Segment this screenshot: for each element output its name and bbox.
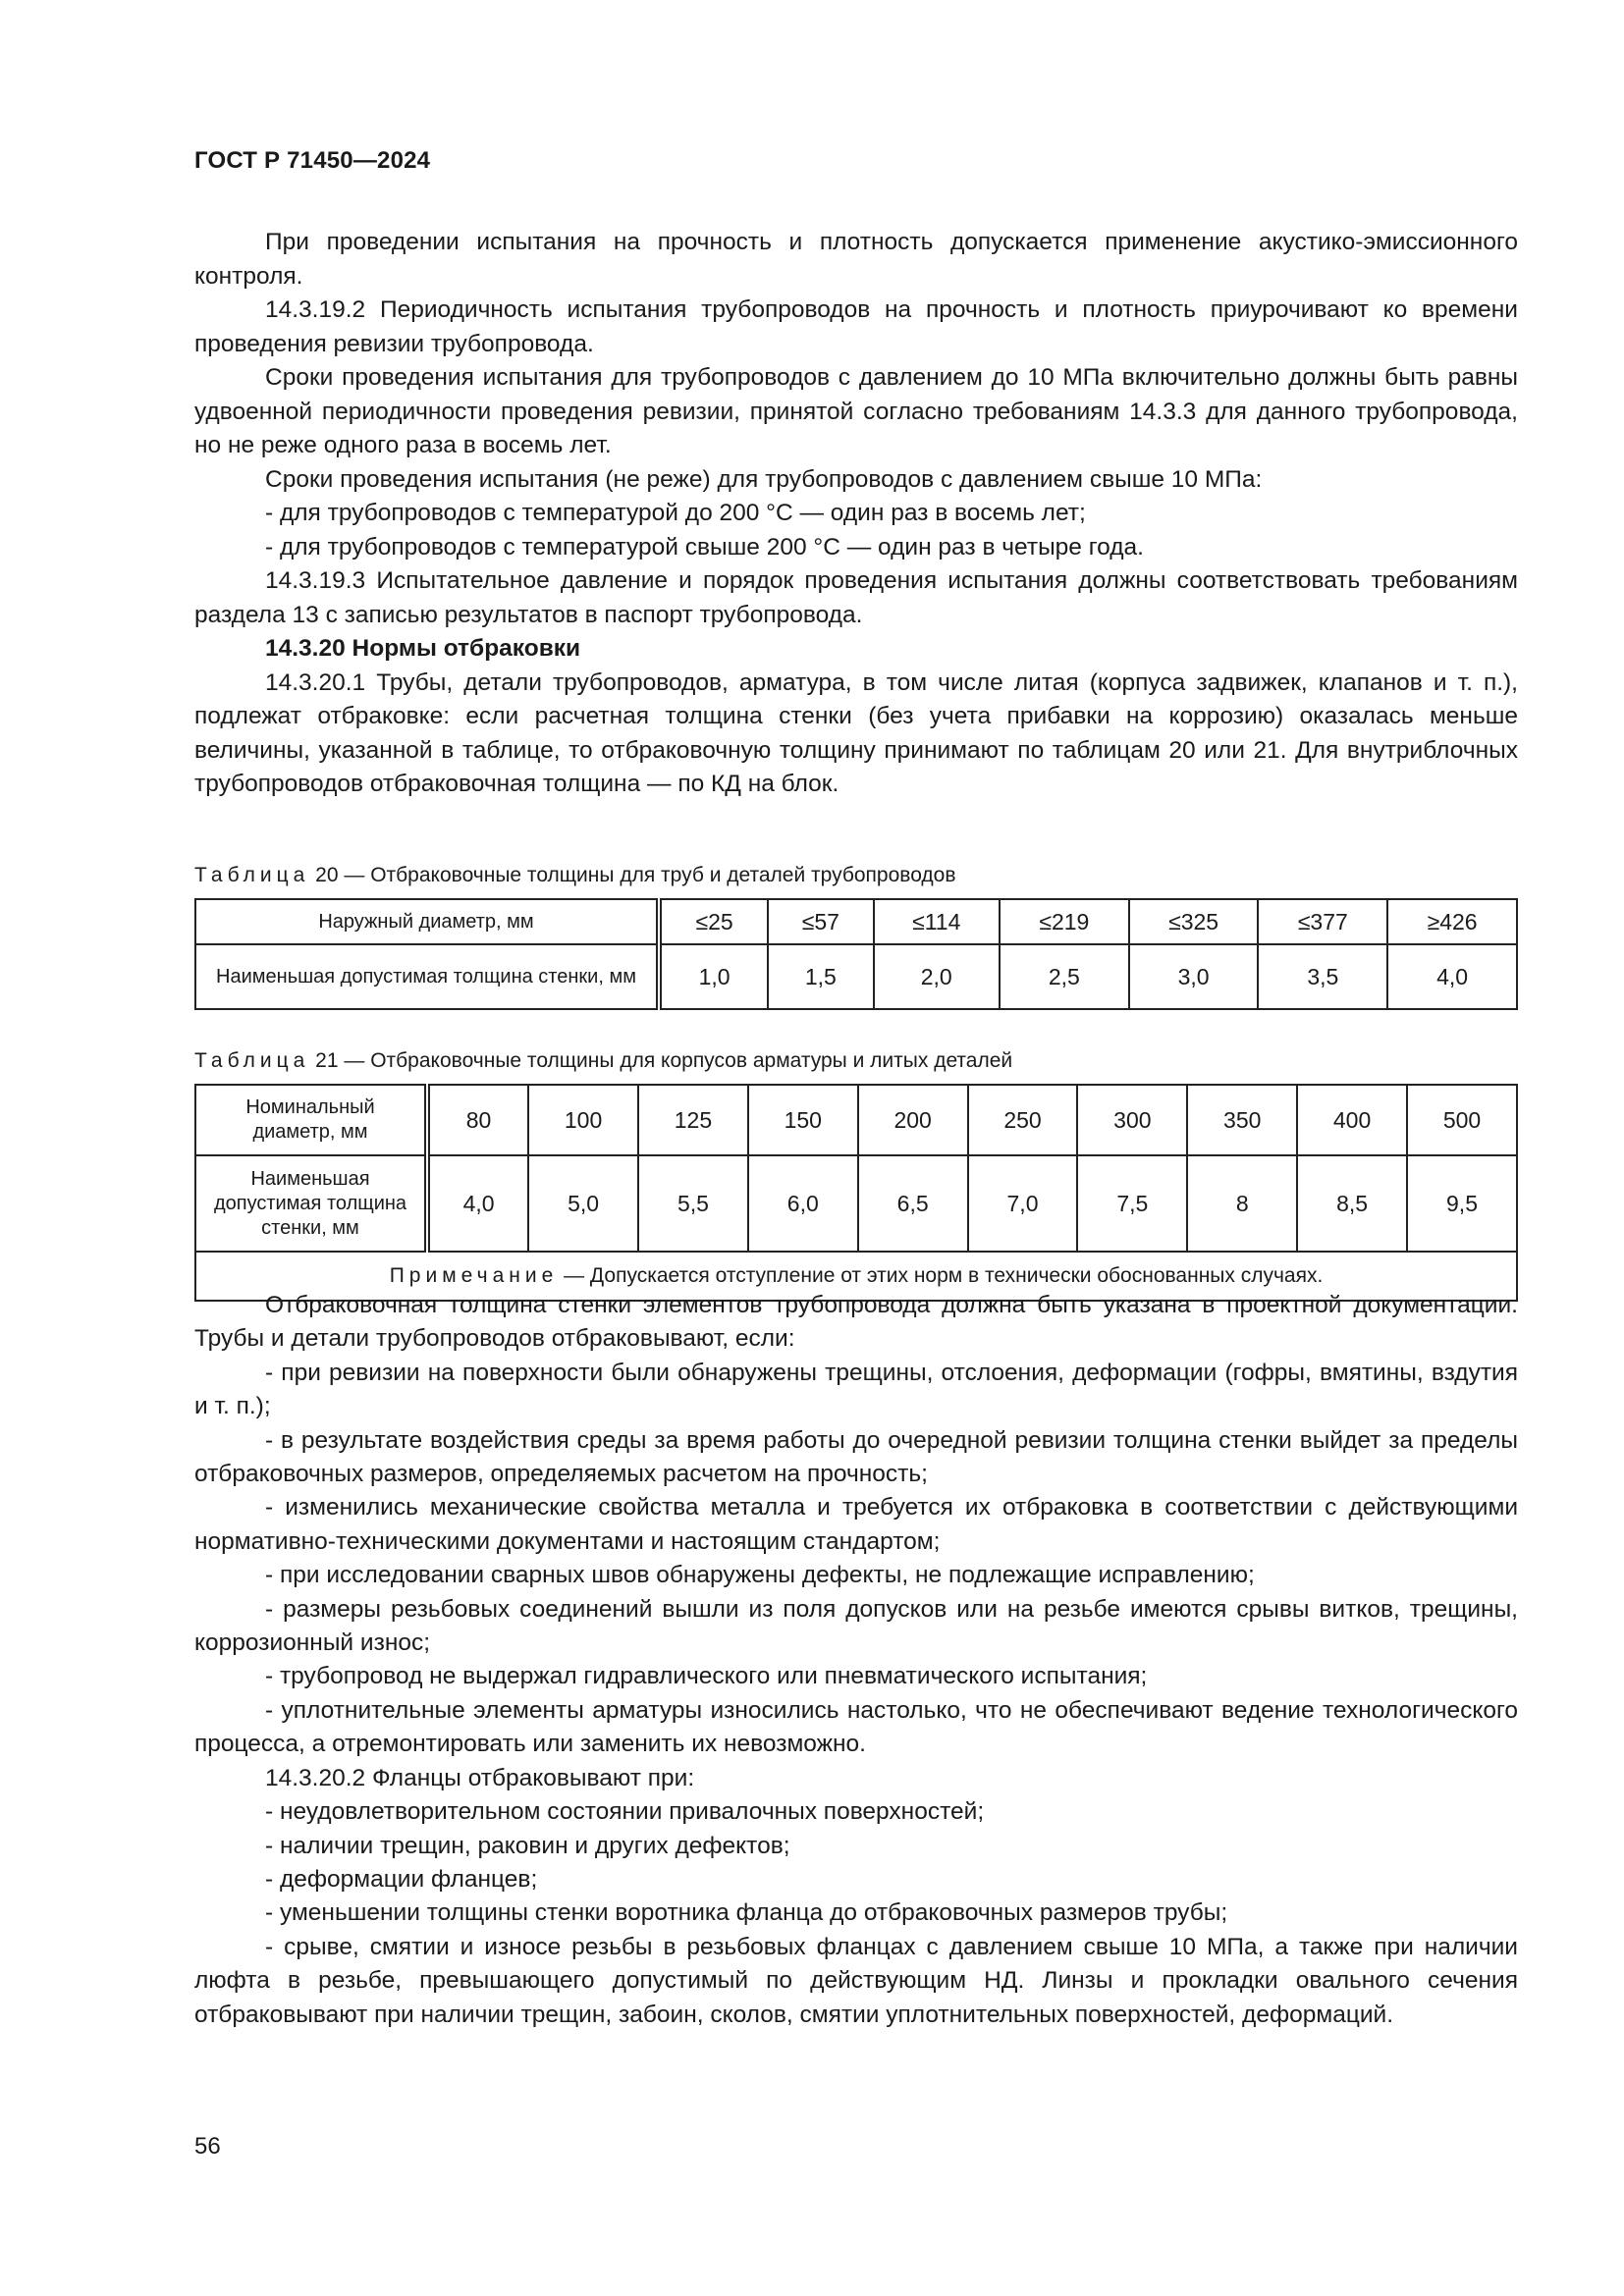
list-item: - уплотнительные элементы арматуры износились настолько, что не обеспечивают ведение технологического процесса, а отремонтировать или заменить их невозможно.: [194, 1696, 1518, 1758]
table-cell: 5,0: [528, 1155, 638, 1252]
table-21-row2-label: Наименьшая допустимая толщина стенки, мм: [195, 1155, 427, 1252]
table-cell: 6,0: [748, 1155, 858, 1252]
list-item: - неудовлетворительном состоянии привалочных поверхностей;: [265, 1798, 985, 1826]
document-header: ГОСТ Р 71450—2024: [194, 147, 431, 174]
table-cell: 2,0: [874, 944, 1000, 1009]
table-cell: 6,5: [858, 1155, 968, 1252]
table-cell: 4,0: [1387, 944, 1517, 1009]
table-cell: 2,5: [1000, 944, 1129, 1009]
list-item: - деформации фланцев;: [265, 1865, 538, 1893]
table-cell: 3,5: [1258, 944, 1387, 1009]
table-cell: ≥426: [1387, 899, 1517, 944]
table-row: [195, 944, 1517, 1009]
table-cell: ≤325: [1129, 899, 1259, 944]
body-before-tables: [194, 226, 1518, 802]
list-item: - трубопровод не выдержал гидравлического или пневматического испытания;: [265, 1663, 1148, 1690]
table-cell: 8,5: [1297, 1155, 1407, 1252]
list-item: - размеры резьбовых соединений вышли из поля допусков или на резьбе имеются срывы витков, трещины, коррозионный износ;: [194, 1595, 1518, 1657]
table-21: [194, 1084, 1518, 1302]
table-cell: 400: [1297, 1085, 1407, 1155]
table-21-row1-label: Номинальный диаметр, мм: [195, 1085, 427, 1155]
table-20-block: [194, 861, 1518, 1010]
table-cell: 100: [528, 1085, 638, 1155]
table-20: [194, 898, 1518, 1010]
table-20-row2-label: Наименьшая допустимая толщина стенки, мм: [195, 944, 659, 1009]
table-cell: ≤114: [874, 899, 1000, 944]
table-cell: 4,0: [427, 1155, 528, 1252]
table-cell: 300: [1077, 1085, 1187, 1155]
list-item: - наличии трещин, раковин и других дефектов;: [265, 1832, 790, 1859]
paragraph: Сроки проведения испытания (не реже) для трубопроводов с давлением свыше 10 МПа:: [265, 465, 1263, 493]
table-cell: 250: [968, 1085, 1078, 1155]
table-cell: 1,5: [768, 944, 873, 1009]
paragraph: При проведении испытания на прочность и плотность допускается применение акустико-эмиссионного контроля.: [194, 229, 1518, 290]
table-21-block: [194, 1046, 1518, 1302]
table-cell: 200: [858, 1085, 968, 1155]
table-cell: 350: [1187, 1085, 1297, 1155]
paragraph: 14.3.19.2 Периодичность испытания трубопроводов на прочность и плотность приурочивают ко времени проведения ревизии трубопровода.: [194, 296, 1518, 357]
list-item: - срыве, смятии и износе резьбы в резьбовых фланцах с давлением свыше 10 МПа, а также при наличии люфта в резьбе, превышающего допустимый по действующим НД. Линзы и прокладки овального сечения отбраковывают при наличии трещин, забоин, сколов, смятии уплотнительных поверхностей, деформаций.: [194, 1933, 1518, 2028]
table-21-note: Примечание — Допускается отступление от этих норм в технически обоснованных случаях.: [195, 1252, 1517, 1301]
table-cell: 150: [748, 1085, 858, 1155]
paragraph: 14.3.20.1 Трубы, детали трубопроводов, арматура, в том числе литая (корпуса задвижек, клапанов и т. п.), подлежат отбраковке: если расчетная толщина стенки (без учета прибавки на коррозию) оказалась меньше величины, указанной в таблице, то отбраковочную толщину принимают по таблицам 20 или 21. Для внутриблочных трубопроводов отбраковочная толщина — по КД на блок.: [194, 668, 1518, 797]
table-row: [195, 1085, 1517, 1155]
table-cell: 1,0: [659, 944, 768, 1009]
body-after-tables: [194, 1289, 1518, 2032]
table-row: [195, 1155, 1517, 1252]
page-number: 56: [194, 2133, 221, 2160]
table-cell: 7,0: [968, 1155, 1078, 1252]
table-cell: 3,0: [1129, 944, 1259, 1009]
list-item: - в результате воздействия среды за время работы до очередной ревизии толщина стенки выйдет за пределы отбраковочных размеров, определяемых расчетом на прочность;: [194, 1426, 1518, 1488]
table-cell: 125: [638, 1085, 748, 1155]
table-cell: ≤219: [1000, 899, 1129, 944]
table-20-row1-label: Наружный диаметр, мм: [195, 899, 659, 944]
table-cell: 7,5: [1077, 1155, 1187, 1252]
paragraph: 14.3.20.2 Фланцы отбраковывают при:: [265, 1764, 695, 1791]
table-cell: 8: [1187, 1155, 1297, 1252]
table-row: [195, 899, 1517, 944]
list-item: - уменьшении толщины стенки воротника фланца до отбраковочных размеров трубы;: [265, 1899, 1228, 1927]
table-cell: ≤57: [768, 899, 873, 944]
list-item: - при ревизии на поверхности были обнаружены трещины, отслоения, деформации (гофры, вмятины, вздутия и т. п.);: [194, 1359, 1518, 1420]
table-20-caption: Таблица 20 — Отбраковочные толщины для труб и деталей трубопроводов: [194, 864, 956, 886]
paragraph: 14.3.19.3 Испытательное давление и порядок проведения испытания должны соответствовать требованиям раздела 13 с записью результатов в паспорт трубопровода.: [194, 567, 1518, 628]
list-item: - для трубопроводов с температурой свыше 200 °С — один раз в четыре года.: [265, 533, 1144, 561]
list-item: - при исследовании сварных швов обнаружены дефекты, не подлежащие исправлению;: [265, 1562, 1255, 1589]
table-cell: 9,5: [1407, 1155, 1517, 1252]
paragraph: Отбраковочная толщина стенки элементов трубопровода должна быть указана в проектной документации. Трубы и детали трубопроводов отбраковывают, если:: [194, 1292, 1518, 1353]
list-item: - для трубопроводов с температурой до 200 °С — один раз в восемь лет;: [265, 500, 1086, 526]
table-cell: ≤25: [659, 899, 768, 944]
table-cell: 500: [1407, 1085, 1517, 1155]
paragraph: Сроки проведения испытания для трубопроводов с давлением до 10 МПа включительно должны быть равны удвоенной периодичности проведения ревизии, принятой согласно требованиям 14.3.3 для данного трубопровода, но не реже одного раза в восемь лет.: [194, 364, 1518, 458]
table-cell: ≤377: [1258, 899, 1387, 944]
list-item: - изменились механические свойства металла и требуется их отбраковка в соответствии с действующими нормативно-техническими документами и настоящим стандартом;: [194, 1494, 1518, 1555]
table-21-caption: Таблица 21 — Отбраковочные толщины для корпусов арматуры и литых деталей: [194, 1049, 1013, 1072]
section-heading: 14.3.20 Нормы отбраковки: [265, 635, 581, 662]
table-cell: 80: [427, 1085, 528, 1155]
table-cell: 5,5: [638, 1155, 748, 1252]
